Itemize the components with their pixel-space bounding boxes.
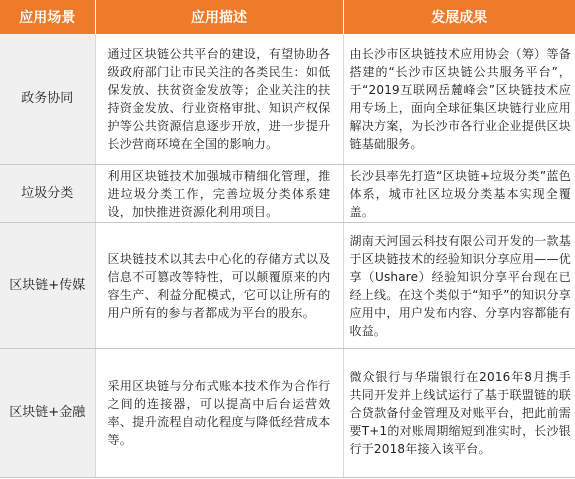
table-row <box>0 349 575 478</box>
description-cell: 利用区块链技术加强城市精细化管理，推进垃圾分类工作，完善垃圾分类体系建设，加快推进资源化利用项目。 <box>95 165 343 223</box>
table-header <box>0 0 575 34</box>
description-cell: 通过区块链公共平台的建设，有望协助各级政府部门让市民关注的各类民生：如低保发放、扶贫资金发放等；企业关注的扶持资金发放、行业资格审批、知识产权保护等公共资源信息逐步开放，进一步提升长沙营商环境在全国的影响力。 <box>95 34 343 165</box>
result-cell: 湖南天河国云科技有限公司开发的一款基于区块链技术的经验知识分享应用——优享（Ushare）经验知识分享平台现在已经上线。在这个类似于“知乎”的知识分享应用中，用户发布内容、分享内容都能有收益。 <box>343 223 575 349</box>
result-cell: 由长沙市区块链技术应用协会（筹）等备搭建的“长沙市区块链公共服务平台”，于“2019互联网岳麓峰会”区块链技术应用专场上，面向全球征集区块链行业应用解决方案，为长沙市各行业企业提供区块链基础服务。 <box>343 34 575 165</box>
header-result: 发展成果 <box>343 0 575 34</box>
table-row <box>0 223 575 349</box>
header-scene: 应用场景 <box>0 0 95 34</box>
scene-cell: 区块链+传媒 <box>0 223 95 349</box>
header-description: 应用描述 <box>95 0 343 34</box>
table-row <box>0 165 575 223</box>
table-row <box>0 34 575 165</box>
result-cell: 微众银行与华瑞银行在2016年8月携手共同开发并上线试运行了基于联盟链的联合贷款备付金管理及对账平台，把此前需要T+1的对账周期缩短到准实时，长沙银行于2018年接入该平台。 <box>343 349 575 478</box>
table-body <box>0 34 575 478</box>
scene-cell: 政务协同 <box>0 34 95 165</box>
scene-cell: 区块链+金融 <box>0 349 95 478</box>
scene-cell: 垃圾分类 <box>0 165 95 223</box>
header-row <box>0 0 575 34</box>
description-cell: 区块链技术以其去中心化的存储方式以及信息不可篡改等特性，可以颠覆原来的内容生产、利益分配模式，它可以让所有的用户所有的参与者都成为平台的股东。 <box>95 223 343 349</box>
description-cell: 采用区块链与分布式账本技术作为合作行之间的连接器，可以提高中后台运营效率、提升流程自动化程度与降低经营成本等。 <box>95 349 343 478</box>
result-cell: 长沙县率先打造“区块链+垃圾分类”蓝色体系，城市社区垃圾分类基本实现全覆盖。 <box>343 165 575 223</box>
